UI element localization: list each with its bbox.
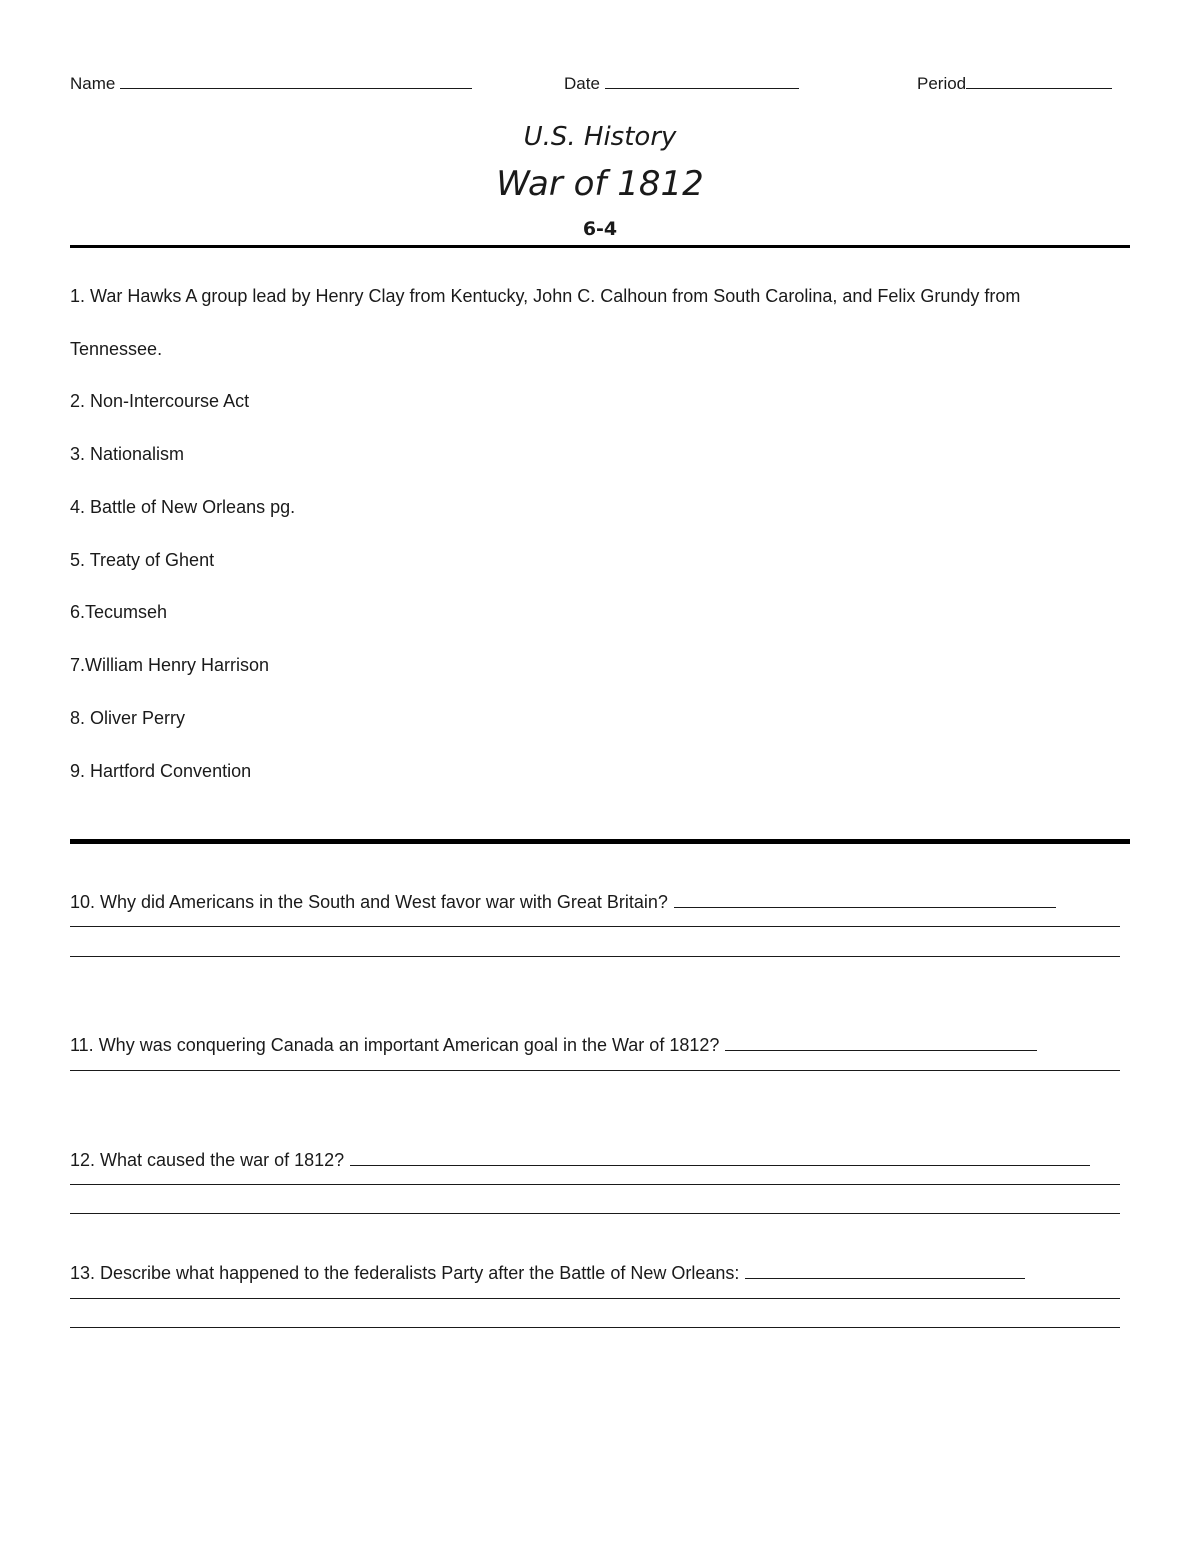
- answer-line[interactable]: [70, 1298, 1120, 1299]
- question-text: 13. Describe what happened to the federalists Party after the Battle of New Orleans:: [70, 1263, 740, 1283]
- term-item: 3. Nationalism: [70, 444, 185, 464]
- date-blank[interactable]: [605, 72, 799, 89]
- name-field[interactable]: [70, 72, 472, 94]
- term-item: 9. Hartford Convention: [70, 761, 252, 781]
- question-12: [70, 1150, 1090, 1171]
- question-13: [70, 1263, 1025, 1284]
- term-item: Tennessee.: [70, 339, 163, 359]
- question-11: [70, 1035, 1037, 1056]
- answer-blank[interactable]: [350, 1151, 1090, 1166]
- answer-blank[interactable]: [745, 1264, 1025, 1279]
- question-text: 12. What caused the war of 1812?: [70, 1150, 345, 1170]
- divider-top: [70, 245, 1130, 248]
- question-text: 10. Why did Americans in the South and West favor war with Great Britain?: [70, 892, 668, 912]
- answer-line[interactable]: [70, 1184, 1120, 1185]
- period-blank[interactable]: [966, 72, 1112, 89]
- page-title: War of 1812: [496, 164, 704, 204]
- answer-line[interactable]: [70, 1213, 1120, 1214]
- answer-line[interactable]: [70, 926, 1120, 927]
- answer-line[interactable]: [70, 1070, 1120, 1071]
- term-item: 1. War Hawks A group lead by Henry Clay from Kentucky, John C. Calhoun from South Carolina, and Felix Grundy from: [70, 286, 1021, 306]
- name-blank[interactable]: [120, 72, 472, 89]
- date-label: Date: [564, 74, 600, 93]
- answer-line[interactable]: [70, 956, 1120, 957]
- period-label: Period: [917, 74, 967, 93]
- term-item: 5. Treaty of Ghent: [70, 550, 215, 570]
- answer-line[interactable]: [70, 1327, 1120, 1328]
- section-number: 6-4: [582, 218, 618, 240]
- answer-blank[interactable]: [674, 893, 1056, 908]
- term-item: 2. Non-Intercourse Act: [70, 391, 250, 411]
- question-text: 11. Why was conquering Canada an important American goal in the War of 1812?: [70, 1035, 720, 1055]
- period-field[interactable]: [917, 72, 1112, 94]
- term-item: 8. Oliver Perry: [70, 708, 186, 728]
- term-item: 4. Battle of New Orleans pg.: [70, 497, 296, 517]
- divider-middle: [70, 839, 1130, 844]
- name-label: Name: [70, 74, 116, 93]
- term-item: 6.Tecumseh: [70, 602, 168, 622]
- term-item: 7.William Henry Harrison: [70, 655, 270, 675]
- date-field[interactable]: [564, 72, 799, 94]
- answer-blank[interactable]: [725, 1036, 1037, 1051]
- question-10: [70, 892, 1056, 913]
- course-title: U.S. History: [523, 122, 677, 152]
